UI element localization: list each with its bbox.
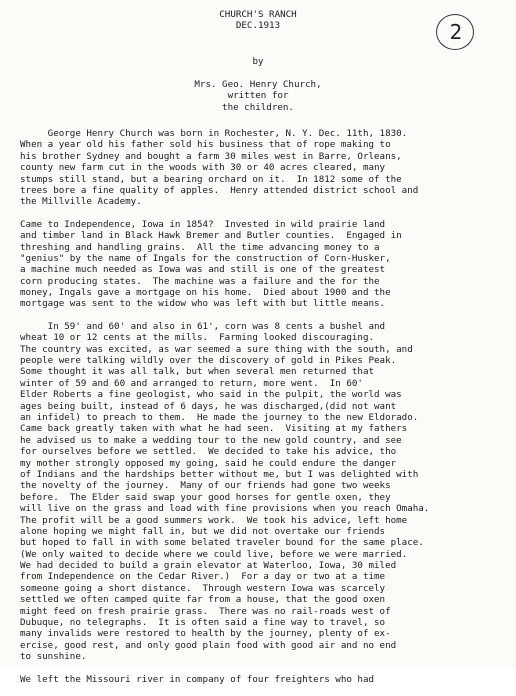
text-line: mortgage was sent to the widow who was left with but little means. [20, 298, 386, 310]
text-line: for ourselves before we settled. We decided to take his advice, tho [20, 446, 397, 458]
paragraph [20, 674, 510, 685]
text-line: my mother strongly opposed my going, said he could endure the danger [20, 457, 397, 469]
paragraph [20, 219, 510, 310]
text-line: people were talking wildly over the discovery of gold in Pikes Peak. [20, 355, 397, 367]
text-line: his brother Sydney and bought a farm 30 miles west in Barre, Orleans, [20, 150, 402, 162]
text-line: We had decided to build a grain elevator at Waterloo, Iowa, 30 miled [20, 560, 397, 572]
paragraph [20, 321, 510, 663]
text-line: We left the Missouri river in company of four freighters who had [20, 673, 375, 685]
text-line: someone going a short distance. Through western Iowa was scarcely [20, 582, 386, 594]
text-line: many invalids were restored to health by the journey, plenty of ex- [20, 628, 391, 640]
text-line: Elder Roberts a fine geologist, who said in the pulpit, the world was [20, 389, 402, 401]
body-text [20, 128, 510, 696]
text-line: George Henry Church was born in Rochester, N. Y. Dec. 11th, 1830. [20, 128, 408, 139]
text-line: before. The Elder said swap your good horses for gentle oxen, they [20, 491, 391, 503]
text-line: he advised us to make a wedding tour to the new gold country, and see [20, 434, 402, 446]
byline-spacer [0, 67, 516, 78]
text-line: Dubuque, no telegraphs. It is often said a fine way to travel, so [20, 617, 386, 629]
text-line: from Independence on the Cedar River.) For a day or two at a time [20, 571, 386, 583]
text-line: and timber land in Black Hawk Bremer and Butler counties. Engaged in [20, 230, 402, 242]
text-line: of Indians and the hardships better without me, but I was delighted with [20, 468, 419, 480]
text-line: the Millville Academy. [20, 196, 142, 208]
text-line: In 59' and 60' and also in 61', corn was 8 cents a bushel and [20, 320, 386, 332]
text-line: might feed on fresh prairie grass. There was no rail-roads west of [20, 605, 391, 617]
text-line: ercise, good rest, and only good plain food with good air and no end [20, 639, 397, 651]
text-line: the novelty of the journey. Many of our friends had gone two weeks [20, 480, 391, 492]
text-line: ages being built, instead of 6 days, he was discharged,(did not want [20, 400, 397, 412]
text-line: a machine much needed as Iowa was and still is one of the greatest [20, 264, 386, 276]
text-line: threshing and handling grains. All the time advancing money to a [20, 241, 380, 253]
paragraph [20, 128, 510, 208]
text-line: wheat 10 or 12 cents at the mills. Farming looked discouraging. [20, 332, 375, 344]
byline-line: the children. [222, 101, 294, 113]
page-number-text: 2 [449, 20, 463, 44]
text-line: (We only waited to decide where we could live, before we were married. [20, 548, 408, 560]
text-line: Some thought it was all talk, but when several men returned that [20, 366, 375, 378]
text-line: but hoped to fall in with some belated traveler bound for the same place. [20, 537, 424, 549]
byline-line: written for [227, 90, 289, 102]
text-line: an infidel) to preach to them. He made the journey to the new Eldorado. [20, 411, 419, 423]
byline [0, 56, 516, 113]
text-line: to sunshine. [20, 651, 87, 663]
title-line: CHURCH'S RANCH [219, 9, 297, 20]
text-line: money, Ingals gave a mortgage on his home. Died about 1900 and the [20, 287, 391, 299]
byline-line: by [252, 56, 264, 67]
text-line: Came to Independence, Iowa in 1854? Invested in wild prairie land [20, 218, 386, 230]
text-line: will live on the grass and load with fine provisions when you reach Omaha. [20, 503, 430, 515]
text-line: corn producing states. The machine was a failure and the for the [20, 275, 380, 287]
text-line: The profit will be a good summers work. We took his advice, left home [20, 514, 408, 526]
text-line: stumps still stand, but a bearing orchard on it. In 1812 some of the [20, 173, 402, 185]
text-line: Came back greatly taken with what he had seen. Visiting at my fathers [20, 423, 408, 435]
text-line: settled we often camped quite far from a house, that the good oxen [20, 594, 386, 606]
text-line: When a year old his father sold his business that of rope making to [20, 139, 391, 151]
text-line: county new farm cut in the woods with 30 or 40 acres cleared, many [20, 162, 386, 174]
title-date: DEC.1913 [235, 20, 281, 32]
text-line: The country was excited, as war seemed a sure thing with the south, and [20, 343, 413, 355]
text-line: winter of 59 and 60 and arranged to return, more went. In 60' [20, 377, 363, 389]
text-line: "genius" by the name of Ingals for the construction of Corn-Husker, [20, 252, 391, 264]
text-line: alone hoping we might fall in, but we did not overtake our friends [20, 525, 386, 537]
document-title [0, 9, 516, 32]
byline-line: Mrs. Geo. Henry Church, [194, 78, 322, 90]
text-line: trees bore a fine quality of apples. Henry attended district school and [20, 184, 419, 196]
